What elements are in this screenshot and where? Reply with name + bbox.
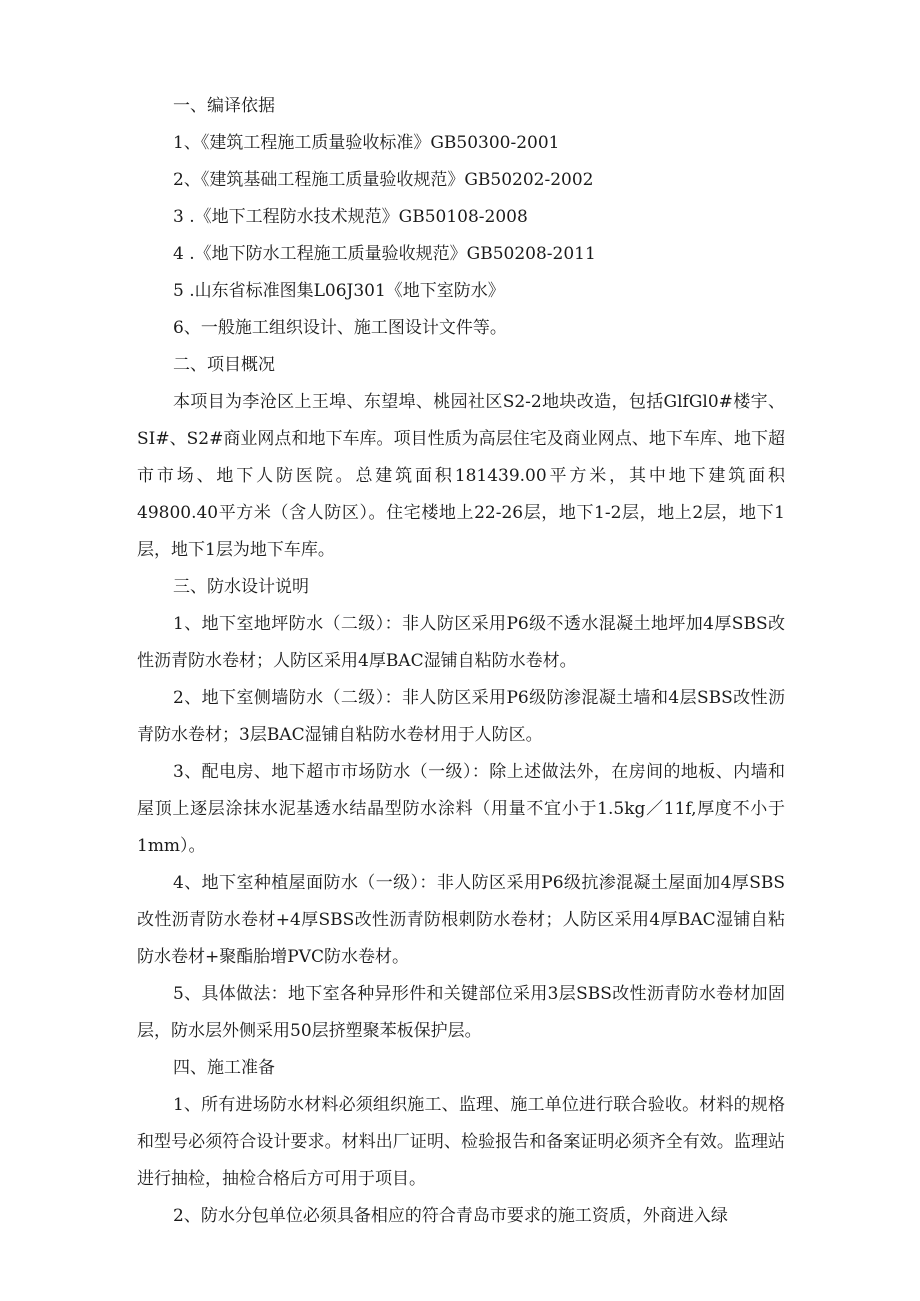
section-heading-preparation: 四、施工准备 <box>173 1058 275 1078</box>
document-body <box>137 88 785 1235</box>
design-item-3: 3、配电房、地下超市市场防水（一级）：除上述做法外，在房间的地板、内墙和屋顶上逐层涂抹水泥基透水结晶型防水涂料（用量不宜小于1.5kg／11f,厚度不小于1mm）。 <box>137 762 785 856</box>
design-item-2: 2、地下室侧墙防水（二级）：非人防区采用P6级防渗混凝土墙和4层SBS改性沥青防水卷材；3层BAC湿铺自粘防水卷材用于人防区。 <box>137 688 785 745</box>
basis-item-6: 6、一般施工组织设计、施工图设计文件等。 <box>173 318 507 338</box>
basis-item-3: 3 .《地下工程防水技术规范》GB50108-2008 <box>173 207 528 227</box>
preparation-item-2: 2、防水分包单位必须具备相应的符合青岛市要求的施工资质，外商进入绿 <box>173 1206 728 1226</box>
section-heading-basis: 一、编译依据 <box>173 96 275 116</box>
overview-paragraph: 本项目为李沧区上王埠、东望埠、桃园社区S2-2地块改造，包括GlfGl0#楼宇、SI#、S2#商业网点和地下车库。项目性质为高层住宅及商业网点、地下车库、地下超市市场、地下人防医院。总建筑面积181439.00平方米，其中地下建筑面积49800.40平方米（含人防区）。住宅楼地上22-26层，地下1-2层，地上2层，地下1层，地下1层为地下车库。 <box>137 392 785 560</box>
design-item-5: 5、具体做法：地下室各种异形件和关键部位采用3层SBS改性沥青防水卷材加固层，防水层外侧采用50层挤塑聚苯板保护层。 <box>137 984 785 1041</box>
section-heading-design: 三、防水设计说明 <box>173 577 309 597</box>
design-item-1: 1、地下室地坪防水（二级）：非人防区采用P6级不透水混凝土地坪加4厚SBS改性沥青防水卷材；人防区采用4厚BAC湿铺自粘防水卷材。 <box>137 614 785 671</box>
basis-item-4: 4 .《地下防水工程施工质量验收规范》GB50208-2011 <box>173 244 596 264</box>
basis-item-2: 2、《建筑基础工程施工质量验收规范》GB50202-2002 <box>173 170 594 190</box>
basis-item-5: 5 .山东省标准图集L06J301《地下室防水》 <box>173 281 505 301</box>
design-item-4: 4、地下室种植屋面防水（一级）：非人防区采用P6级抗渗混凝土屋面加4厚SBS改性沥青防水卷材+4厚SBS改性沥青防根刺防水卷材；人防区采用4厚BAC湿铺自粘防水卷材+聚酯胎增PVC防水卷材。 <box>137 873 785 967</box>
preparation-item-1: 1、所有进场防水材料必须组织施工、监理、施工单位进行联合验收。材料的规格和型号必须符合设计要求。材料出厂证明、检验报告和备案证明必须齐全有效。监理站进行抽检，抽检合格后方可用于项目。 <box>137 1095 785 1189</box>
section-heading-overview: 二、项目概况 <box>173 355 275 375</box>
basis-item-1: 1、《建筑工程施工质量验收标准》GB50300-2001 <box>173 133 560 153</box>
